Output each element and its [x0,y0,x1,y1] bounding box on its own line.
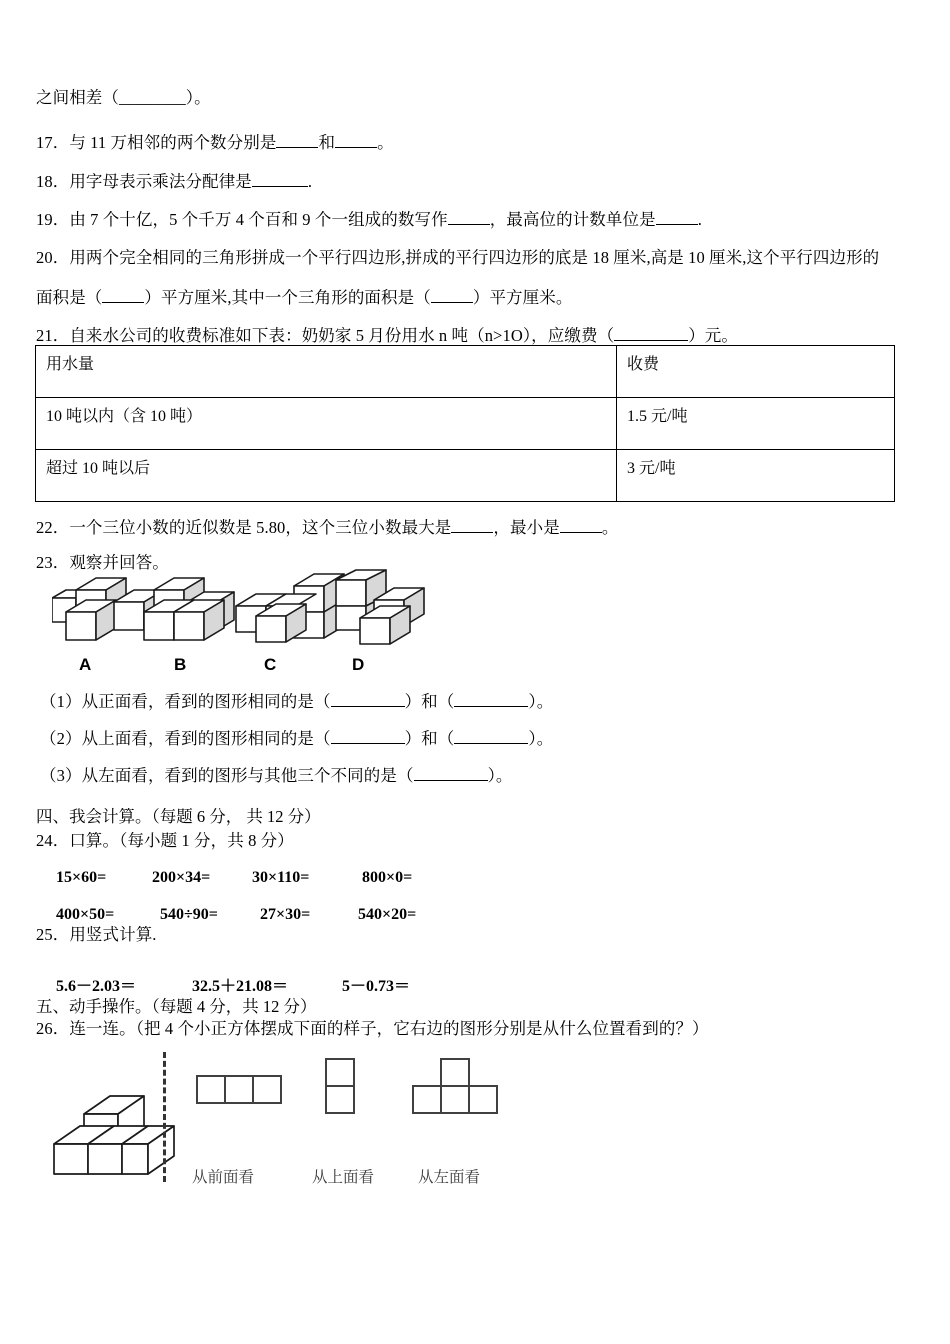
question-19 [36,210,702,230]
cube-figure-d [330,568,440,658]
q23-3-number: （3） [40,766,82,785]
q23-text-a: 观察并回答。 [69,553,169,572]
q23-1-blank-2[interactable] [454,706,528,707]
table-cell-fee-2: 3 元/吨 [617,450,895,502]
q25-number: 25． [36,925,70,944]
q17-blank-1[interactable] [276,147,318,148]
q17-number: 17． [36,133,70,152]
question-22 [36,518,618,538]
q26-view-label-front: 从前面看 [192,1169,255,1186]
q21-blank-1[interactable] [614,340,688,341]
q26-view-label-top: 从上面看 [312,1169,375,1186]
q22-blank-2[interactable] [560,532,602,533]
q24-item-3: 30×110= [252,869,310,886]
q16-tail-text: 之间相差（________）。 [36,88,211,107]
q19-text-b: ，最高位的计数单位是 [489,210,656,229]
q21-number: 21． [36,326,70,345]
question-20-line-1 [36,248,879,268]
table-cell-fee-1: 1.5 元/吨 [617,398,895,450]
q19-blank-2[interactable] [656,224,698,225]
q26-number: 26． [36,1019,70,1038]
q25-item-1: 5.6－2.03＝ [56,978,137,995]
question-25 [36,925,157,945]
section-heading-5: 五、动手操作。（每题 4 分，共 12 分） [36,997,317,1016]
q19-blank-1[interactable] [448,224,490,225]
cube-label-d: D [352,655,365,674]
cube-label-a: A [79,655,92,674]
q24-item-4: 800×0= [362,869,413,886]
q20-blank-2[interactable] [431,302,473,303]
table-cell-usage-2: 超过 10 吨以后 [36,450,617,502]
q25-text-a: 用竖式计算. [69,925,157,944]
q20-text-l2b: ）平方厘米,其中一个三角形的面积是（ [144,288,431,307]
q20-text-l1: 用两个完全相同的三角形拼成一个平行四边形,拼成的平行四边形的底是 18 厘米,高是 10 厘米,这个平行四边形的 [69,248,880,267]
q17-text-c: 。 [377,133,394,152]
table-header-row [36,346,895,398]
q23-2-blank-1[interactable] [331,743,405,744]
water-fee-table [35,345,895,502]
q25-item-3: 5－0.73＝ [342,978,411,995]
q19-text-a: 由 7 个十亿，5 个千万 4 个百和 9 个一组成的数写作 [69,210,448,229]
dashed-divider [163,1052,166,1182]
question-23 [36,553,169,573]
cube-label-b: B [174,655,187,674]
cube-label-c: C [264,655,277,674]
question-21 [36,326,738,346]
question-26 [36,1019,709,1039]
q18-text-b: . [307,172,313,191]
q26-top-view-shape [325,1058,355,1121]
q18-number: 18． [36,172,70,191]
q22-text-a: 一个三位小数的近似数是 5.80，这个三位小数最大是 [69,518,452,537]
q24-item-7: 27×30= [260,906,311,923]
q23-number: 23． [36,553,70,572]
q26-text-a: 连一连。（把 4 个小正方体摆成下面的样子，它右边的图形分别是从什么位置看到的？） [69,1019,709,1038]
q24-item-5: 400×50= [56,906,115,923]
q20-text-l2a: 面积是（ [36,288,103,307]
q23-2-number: （2） [40,729,82,748]
table-cell-usage-1: 10 吨以内（含 10 吨） [36,398,617,450]
q23-1-text-b: ）和（ [404,692,455,711]
q21-text-a: 自来水公司的收费标准如下表：奶奶家 5 月份用水 n 吨（n>1O），应缴费（ [69,326,615,345]
question-17 [36,133,394,153]
table-row [36,450,895,502]
question-23-sub-3 [40,766,513,786]
q17-blank-2[interactable] [335,147,377,148]
q23-3-text-a: 从左面看，看到的图形与其他三个不同的是（ [81,766,414,785]
q22-blank-1[interactable] [451,532,493,533]
table-header-usage: 用水量 [36,346,617,398]
table-header-fee: 收费 [617,346,895,398]
q23-2-blank-2[interactable] [454,743,528,744]
q24-item-8: 540×20= [358,906,417,923]
q20-text-l2c: ）平方厘米。 [472,288,573,307]
q23-3-blank-1[interactable] [414,780,488,781]
q24-number: 24． [36,831,70,850]
question-18 [36,172,312,192]
question-23-sub-1 [40,692,553,712]
q18-blank-1[interactable] [252,186,308,187]
q24-text-a: 口算。（每小题 1 分，共 8 分） [69,831,294,850]
q22-text-b: ，最小是 [493,518,560,537]
q23-2-text-b: ）和（ [404,729,455,748]
q23-1-text-c: ）。 [528,692,554,711]
q23-2-text-a: 从上面看，看到的图形相同的是（ [81,729,331,748]
q23-3-text-b: ）。 [487,766,513,785]
q19-text-c: . [697,210,702,229]
q23-1-blank-1[interactable] [331,706,405,707]
q17-text-b: 和 [318,133,336,152]
q23-1-number: （1） [40,692,82,711]
question-24 [36,831,294,851]
q17-text-a: 与 11 万相邻的两个数分别是 [69,133,277,152]
q26-view-label-left: 从左面看 [418,1169,481,1186]
q26-solid-figure [48,1082,178,1192]
q20-blank-1[interactable] [102,302,144,303]
q16-tail-line [36,88,211,108]
q23-1-text-a: 从正面看，看到的图形相同的是（ [81,692,331,711]
q26-left-view-shape [412,1058,498,1121]
q26-front-view-shape [196,1075,282,1110]
q24-item-1: 15×60= [56,869,107,886]
q25-item-2: 32.5＋21.08＝ [192,978,289,995]
q19-number: 19． [36,210,70,229]
question-23-sub-2 [40,729,553,749]
q20-number: 20． [36,248,70,267]
q23-2-text-c: ）。 [528,729,554,748]
q24-item-2: 200×34= [152,869,211,886]
q22-number: 22． [36,518,70,537]
section-heading-4: 四、我会计算。（每题 6 分， 共 12 分） [36,807,321,826]
table-row [36,398,895,450]
q18-text-a: 用字母表示乘法分配律是 [69,172,252,191]
q22-text-c: 。 [601,518,619,537]
q21-text-b: ）元。 [688,326,738,345]
question-20-line-2 [36,288,572,308]
q24-item-6: 540÷90= [160,906,218,923]
